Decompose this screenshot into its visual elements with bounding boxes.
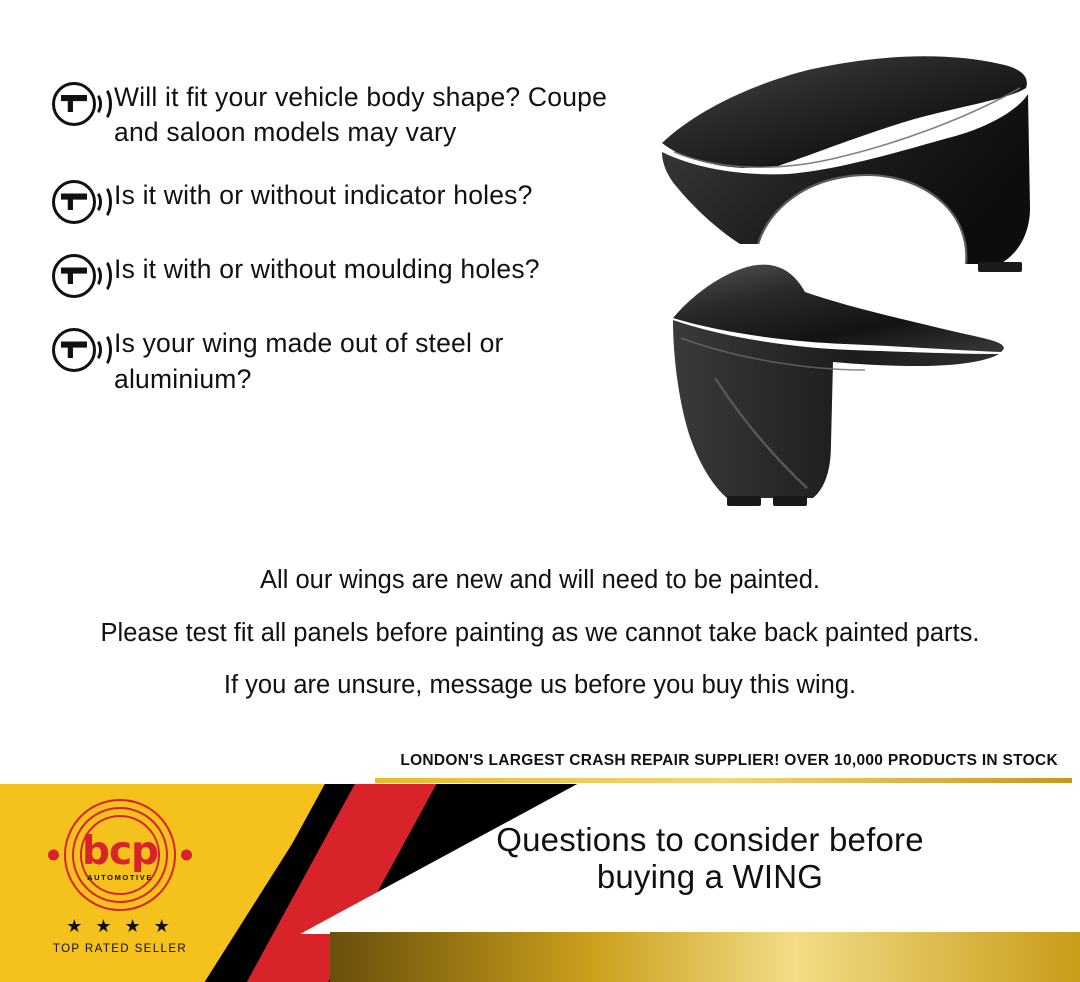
car-wing-panel-side-view [655,258,1055,513]
list-item [52,324,652,396]
questions-list [52,78,652,423]
logo-dot-left-icon [48,850,59,861]
question-text: Is it with or without moulding holes? [114,254,540,285]
car-wing-panel-front-view [648,48,1048,278]
wing-speaker-icon [52,180,114,224]
supplier-strip [0,750,1080,784]
wing-speaker-icon [52,82,114,126]
page-title [380,822,1040,896]
gold-divider [375,778,1072,783]
note-line: Please test fit all panels before painting as we cannot take back painted parts. [100,618,980,647]
logo-subtitle: AUTOMOTIVE [87,873,153,882]
wing-speaker-icon [52,328,114,372]
logo-dot-right-icon [181,850,192,861]
question-text: Is your wing made out of steel or aluminium? [114,328,504,394]
list-item [52,78,652,150]
footer-gold-band [330,932,1080,982]
list-item [52,250,652,298]
star-rating-icon: ★ ★ ★ ★ [66,916,174,936]
notes-block [0,565,1080,701]
logo-wordmark: bcp [82,828,158,874]
question-text: Will it fit your vehicle body shape? Coupe and saloon models may vary [114,82,608,148]
top-rated-seller-label: TOP RATED SELLER [52,943,188,955]
page-title-line2: buying a WING [596,857,824,895]
note-line: All our wings are new and will need to be painted. [260,566,820,594]
page-title-line1: Questions to consider before [496,821,924,858]
supplier-strip-text: LONDON'S LARGEST CRASH REPAIR SUPPLIER! OVER 10,000 PRODUCTS IN STOCK [400,752,1058,769]
logo-rings [40,796,200,914]
list-item [52,176,652,224]
wing-speaker-icon [52,254,114,298]
question-text: Is it with or without indicator holes? [114,180,533,211]
bcp-logo [22,796,218,976]
note-line: If you are unsure, message us before you buy this wing. [223,671,857,700]
